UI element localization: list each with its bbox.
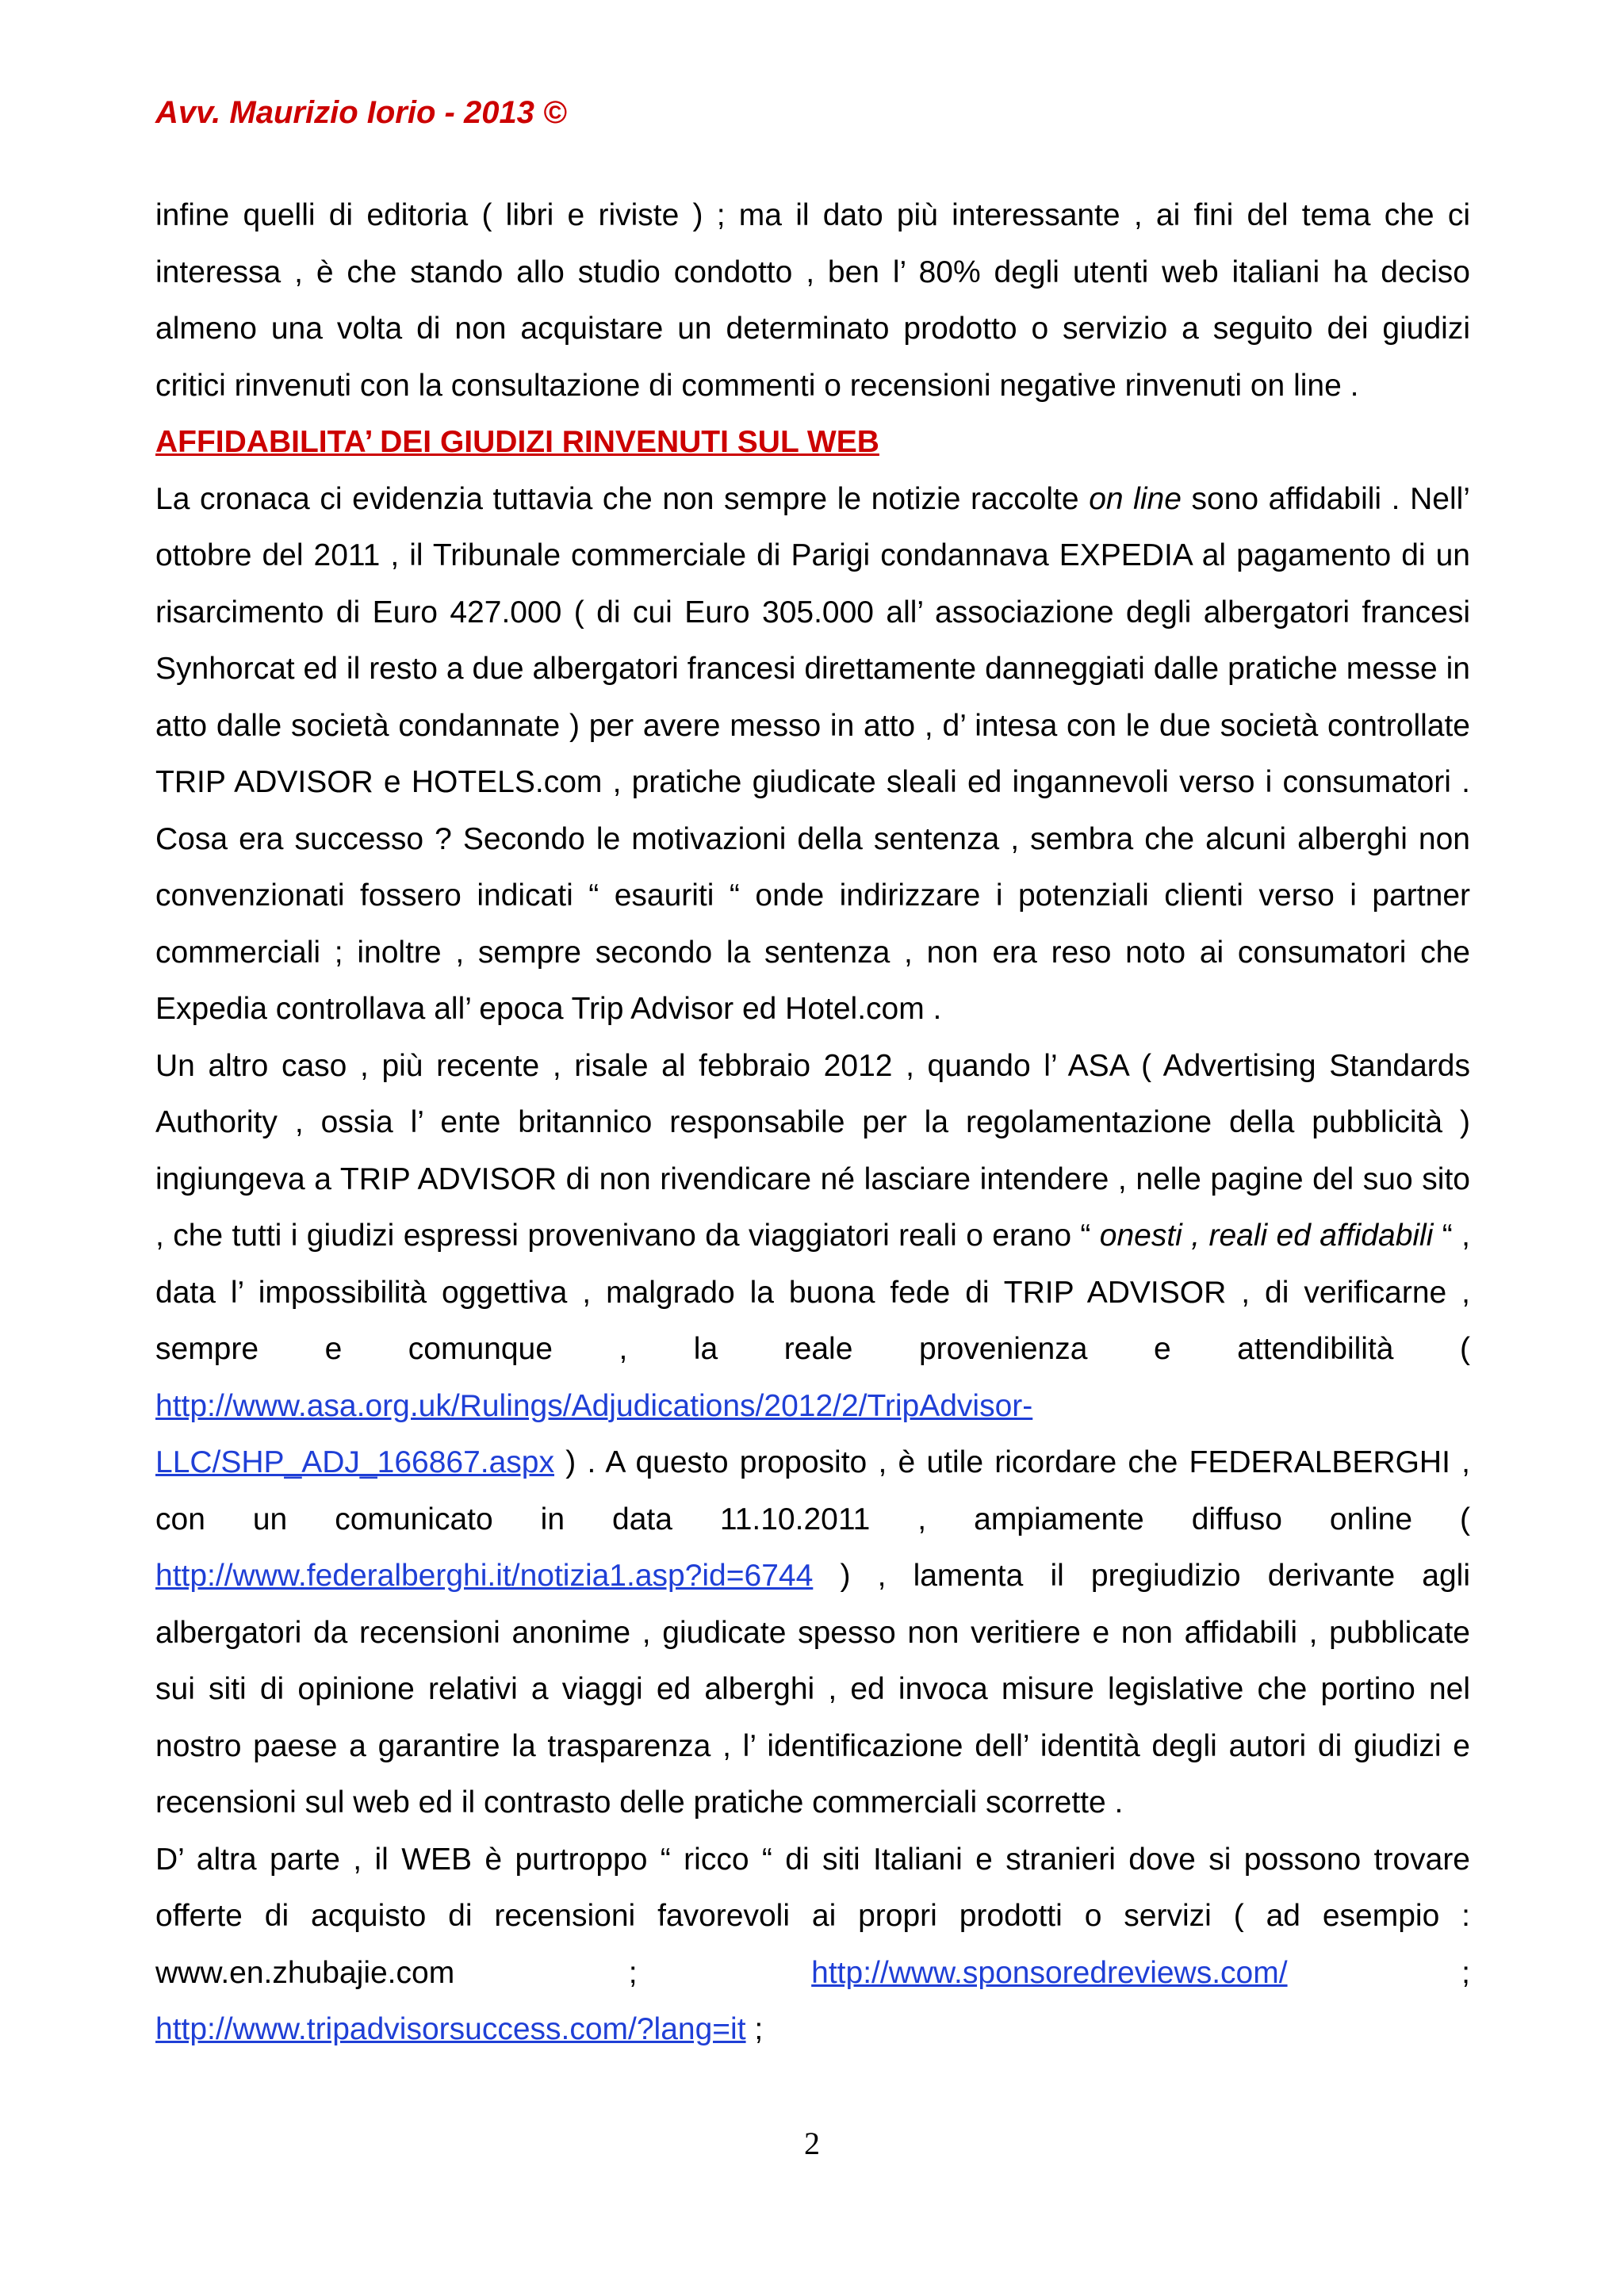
- paragraph-federalberghi: [155, 1434, 1470, 1831]
- sites-line: [155, 1945, 1470, 2002]
- paragraph-web-reviews-text: D’ altra parte , il WEB è purtroppo “ ricco “ di siti Italiani e stranieri dove si possono trovare offerte di acquisto di recensioni favorevoli ai propri prodotti o servizi ( ad esempio :: [155, 1842, 1470, 1933]
- paragraph-asa-text-b: “ , data l’ impossibilità oggettiva , malgrado la buona fede di TRIP ADVISOR , di verificarne , sempre e comunque , la reale provenienza e attendibilità (: [155, 1219, 1470, 1366]
- paragraph-expedia-text-2: sono affidabili . Nell’ ottobre del 2011 , il Tribunale commerciale di Parigi condannava EXPEDIA al pagamento di un risarcimento di Euro 427.000 ( di cui Euro 305.000 all’ associazione degli albergatori francesi Synhorcat ed il resto a due albergatori francesi direttamente danneggiati dalle pratiche messe in atto dalle società condannate ) per avere messo in atto , d’ intesa con le due società controllate TRIP ADVISOR e HOTELS.com , pratiche giudicate sleali ed ingannevoli verso i consumatori . Cosa era successo ? Secondo le motivazioni della sentenza , sembra che alcuni alberghi non convenzionati fossero indicati “ esauriti “ onde indirizzare i potenziali clienti verso i partner commerciali ; inoltre , sempre secondo la sentenza , non era reso noto ai consumatori che Expedia controllava all’ epoca Trip Advisor ed Hotel.com .: [155, 481, 1470, 1026]
- paragraph-web-reviews: [155, 1831, 1470, 2058]
- paragraph-asa-text-c: ) . A questo proposito , è utile ricordare che FEDERALBERGHI , con un comunicato in data 11.10.2011 , ampiamente diffuso online (: [155, 1445, 1470, 1536]
- separator-semicolon-1: ;: [628, 1955, 638, 1990]
- document-body: [155, 187, 1470, 2058]
- separator-semicolon-2: ;: [1461, 1955, 1470, 1990]
- paragraph-expedia: [155, 471, 1470, 1038]
- italic-onesti-reali: onesti , reali ed affidabili: [1099, 1219, 1434, 1253]
- zhubajie-site: www.en.zhubajie.com: [155, 1955, 455, 1990]
- paragraph-editoria: infine quelli di editoria ( libri e riviste ) ; ma il dato più interessante , ai fini del tema che ci interessa , è che stando allo studio condotto , ben l’ 80% degli utenti web italiani ha deciso almeno una volta di non acquistare un determinato prodotto o servizio a seguito dei giudizi critici rinvenuti con la consultazione di commenti o recensioni negative rinvenuti on line .: [155, 198, 1470, 403]
- italic-on-line: on line: [1089, 481, 1182, 516]
- paragraph-asa-text-d: ) , lamenta il pregiudizio derivante agli albergatori da recensioni anonime , giudicate spesso non veritiere e non affidabili , pubblicate sui siti di opinione relativi a viaggi ed alberghi , ed invoca misure legislative che portino nel nostro paese a garantire la trasparenza , l’ identificazione dell’ identità degli autori di giudizi e recensioni sul web ed il contrasto delle pratiche commerciali scorrette .: [155, 1559, 1470, 1820]
- section-heading: AFFIDABILITA’ DEI GIUDIZI RINVENUTI SUL WEB: [155, 425, 879, 459]
- tripadvisorsuccess-link[interactable]: http://www.tripadvisorsuccess.com/?lang=it: [155, 2012, 746, 2046]
- asa-ruling-link-part2[interactable]: LLC/SHP_ADJ_166867.aspx: [155, 1445, 554, 1479]
- paragraph-asa-text-a: Un altro caso , più recente , risale al febbraio 2012 , quando l’ ASA ( Advertising Standards Authority , ossia l’ ente britannico responsabile per la regolamentazione della pubblicità ) ingiungeva a TRIP ADVISOR di non rivendicare né lasciare intendere , nelle pagine del suo sito , che tutti i giudizi espressi provenivano da viaggiatori reali o erano “: [155, 1048, 1470, 1253]
- asa-link-line: [155, 1378, 1470, 1435]
- page-header: Avv. Maurizio Iorio - 2013 ©: [155, 95, 567, 130]
- page-number: 2: [804, 2126, 820, 2161]
- tripadvisorsuccess-line: [155, 2001, 1470, 2058]
- federalberghi-link[interactable]: http://www.federalberghi.it/notizia1.asp?id=6744: [155, 1559, 814, 1593]
- sponsoredreviews-link[interactable]: http://www.sponsoredreviews.com/: [811, 1955, 1288, 1990]
- paragraph-expedia-text-1: La cronaca ci evidenzia tuttavia che non sempre le notizie raccolte: [155, 481, 1090, 516]
- asa-ruling-link-part1[interactable]: http://www.asa.org.uk/Rulings/Adjudications/2012/2/TripAdvisor-: [155, 1388, 1033, 1423]
- separator-semicolon-3: ;: [745, 2012, 764, 2046]
- paragraph-asa-main: [155, 1038, 1470, 1378]
- paragraph-asa: [155, 1038, 1470, 1831]
